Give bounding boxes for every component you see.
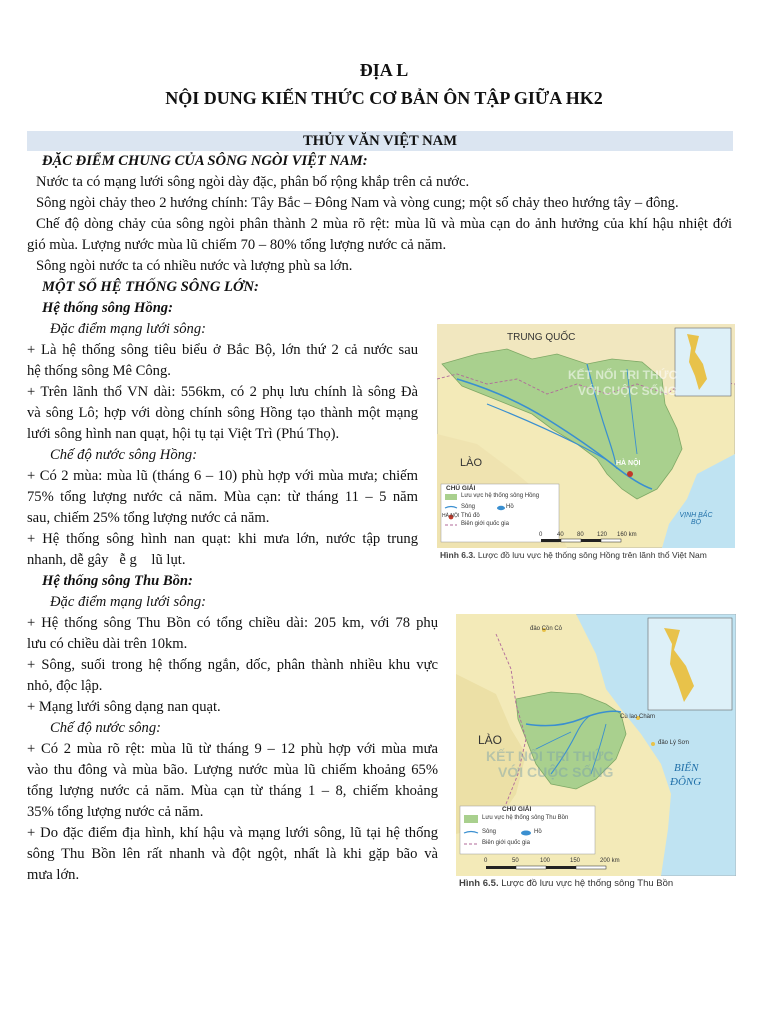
map1-scale-80: 80 xyxy=(577,532,584,538)
legend-lake-swatch xyxy=(497,506,505,510)
map2-watermark-1: KẾT NỐI TRI THỨC xyxy=(486,748,614,764)
hanoi-marker xyxy=(627,471,633,477)
map1-scale-0: 0 xyxy=(539,532,543,538)
map2-label-sea-2: ĐÔNG xyxy=(670,776,702,788)
map2-scale-100: 100 xyxy=(540,858,551,864)
thubon-l1a: + Hệ thống sông Thu Bồn có tổng chiều dài: 205 km, với 78 phụ xyxy=(27,615,438,631)
general-heading: ĐẶC ĐIỂM CHUNG CỦA SÔNG NGÒI VIỆT NAM: xyxy=(42,153,368,169)
thubon-sub1: Đặc điểm mạng lưới sông: xyxy=(50,594,206,610)
thubon-heading: Hệ thống sông Thu Bồn: xyxy=(42,573,193,589)
legend-basin-swatch xyxy=(464,815,478,823)
hong-sub2: Chế độ nước sông Hồng: xyxy=(50,447,198,463)
section-title: THỦY VĂN VIỆT NAM xyxy=(303,133,457,149)
general-p3b: gió mùa. Lượng nước mùa lũ chiếm 70 – 80% tổng lượng nước cả năm. xyxy=(27,237,447,253)
hong-l1a: + Là hệ thống sông tiêu biểu ở Bắc Bộ, lớn thứ 2 cả nước sau xyxy=(27,342,418,358)
hong-l1b: hệ thống sông Mê Công. xyxy=(27,363,171,379)
legend-lake-swatch xyxy=(521,831,531,836)
thubon-l5c: mưa lớn. xyxy=(27,867,80,883)
general-p3a: Chế độ dòng chảy của sông ngòi phân thành 2 mùa rõ rệt: mùa lũ và mùa cạn do ảnh hưởng của khí hậu nhiệt đới xyxy=(36,216,732,232)
map2-label-ly-son: đảo Lý Sơn xyxy=(658,740,689,746)
scale-seg-1 xyxy=(541,539,561,542)
map1-legend-capital: Thủ đô xyxy=(461,513,480,519)
map1-legend-lake: Hồ xyxy=(506,504,514,510)
general-p4: Sông ngòi nước ta có nhiều nước và lượng phù sa lớn. xyxy=(36,258,353,274)
thubon-l4a: + Có 2 mùa rõ rệt: mùa lũ từ tháng 9 – 12 phù hợp với mùa mưa xyxy=(27,741,438,757)
scale-seg-1 xyxy=(486,866,516,869)
scale-seg-4 xyxy=(601,539,621,542)
hong-heading: Hệ thống sông Hồng: xyxy=(42,300,173,316)
map2-label-cu-lao-cham: Cù lao Chàm xyxy=(620,714,656,720)
map2-caption xyxy=(459,878,673,889)
scale-seg-3 xyxy=(581,539,601,542)
inset-map xyxy=(675,328,731,396)
legend-basin-swatch xyxy=(445,494,457,500)
hong-l2c: lưới sông hình nan quạt, hội tụ tại Việt Trì (Phú Thọ). xyxy=(27,426,340,442)
map1-caption-num: Hình 6.3. xyxy=(440,550,476,560)
hong-l3b: 75% tổng lượng nước cả năm. Mùa cạn: từ tháng 11 – 5 năm xyxy=(27,489,418,505)
map2-scale-200: 200 km xyxy=(600,858,620,864)
map1-watermark-2: VỚI CUỘC SỐNG xyxy=(578,384,677,398)
map1-label-china: TRUNG QUỐC xyxy=(507,332,576,343)
map1-scale-40: 40 xyxy=(557,532,564,538)
map1-legend-title: CHÚ GIẢI xyxy=(446,485,476,492)
scale-seg-3 xyxy=(546,866,576,869)
map1-scale-160: 160 km xyxy=(617,532,637,538)
section-band xyxy=(27,131,733,151)
map2-legend-basin: Lưu vực hệ thống sông Thu Bồn xyxy=(482,815,569,821)
general-p2: Sông ngòi chảy theo 2 hướng chính: Tây Bắc – Đông Nam và vòng cung; một số chảy theo hướng tây – đông. xyxy=(36,195,679,211)
map2-caption-num: Hình 6.5. xyxy=(459,878,499,889)
map1-legend-river: Sông xyxy=(461,504,476,510)
map1-label-hanoi: HÀ NỘI xyxy=(616,460,641,467)
thubon-l4d: 35% tổng lượng nước cả năm. xyxy=(27,804,204,820)
map2-label-laos: LÀO xyxy=(478,733,503,747)
map1-caption xyxy=(440,550,707,560)
map1-scale-120: 120 xyxy=(597,532,608,538)
page-title: NỘI DUNG KIẾN THỨC CƠ BẢN ÔN TẬP GIỮA HK2 xyxy=(165,88,603,108)
map1-watermark-1: KẾT NỐI TRI THỨC xyxy=(568,368,678,382)
hong-l2b: và sông Lô; hợp với dòng chính sông Hồng tạo thành một mạng xyxy=(27,405,418,421)
map2-label-con-co: đảo Cồn Cỏ xyxy=(530,626,563,632)
hong-sub1: Đặc điểm mạng lưới sông: xyxy=(50,321,206,337)
map2-legend-title: CHÚ GIẢI xyxy=(502,806,532,813)
map2-scale-0: 0 xyxy=(484,858,488,864)
thubon-sub2: Chế độ nước sông: xyxy=(50,720,161,736)
thubon-l1b: lưu có chiều dài trên 10km. xyxy=(27,636,188,652)
thubon-l3: + Mạng lưới sông dạng nan quạt. xyxy=(27,699,221,715)
inset-map xyxy=(648,618,732,710)
map2-scale-50: 50 xyxy=(512,858,519,864)
thubon-l4c: tổng lượng nước cả năm. Mùa cạn từ tháng 1 – 8, chiếm khoảng xyxy=(27,783,438,799)
map1-legend-hanoi: HÀ NỘI xyxy=(442,513,460,519)
hong-l3a: + Có 2 mùa: mùa lũ (tháng 6 – 10) phù hợp với mùa mưa; chiếm xyxy=(27,468,418,484)
map2-legend-river: Sông xyxy=(482,829,497,835)
hong-l4b: nhanh, dễ gây ễ g lũ lụt. xyxy=(27,552,186,568)
map1-label-sea: VỊNH BẮC BỘ xyxy=(679,512,713,526)
map1-legend-border: Biên giới quốc gia xyxy=(461,521,509,527)
legend-box xyxy=(460,806,595,854)
scale-seg-2 xyxy=(516,866,546,869)
general-p1: Nước ta có mạng lưới sông ngòi dày đặc, phân bố rộng khắp trên cả nước. xyxy=(36,174,470,190)
map2-legend-lake: Hồ xyxy=(534,829,542,835)
map2-label-sea-1: BIỂN xyxy=(674,762,699,774)
map2-watermark-2: VỚI CUỘC SỐNG xyxy=(498,764,614,780)
map2-caption-text: Lược đồ lưu vực hệ thống sông Thu Bồn xyxy=(501,878,674,889)
thubon-l5b: sông Thu Bồn lên rất nhanh và đột ngột, nhất là khi gặp bão và xyxy=(27,846,438,862)
big-heading: MỘT SỐ HỆ THỐNG SÔNG LỚN: xyxy=(42,279,259,295)
scale-seg-4 xyxy=(576,866,606,869)
hong-l3c: sau, chiếm 25% tổng lượng nước cả năm. xyxy=(27,510,270,526)
thubon-l2a: + Sông, suối trong hệ thống ngắn, dốc, phân thành nhiều khu vực xyxy=(27,657,438,673)
scale-seg-2 xyxy=(561,539,581,542)
thubon-l2b: nhỏ, độc lập. xyxy=(27,678,103,694)
map1-legend-basin: Lưu vực hệ thống sông Hồng xyxy=(461,493,540,499)
map2-legend-border: Biên giới quốc gia xyxy=(482,840,530,846)
map1-label-laos: LÀO xyxy=(460,457,483,469)
hong-l2a: + Trên lãnh thổ VN dài: 556km, có 2 phụ lưu chính là sông Đà xyxy=(27,384,418,400)
thubon-l5a: + Do đặc điểm địa hình, khí hậu và mạng lưới sông, lũ tại hệ thống xyxy=(27,825,438,841)
island-ly-son xyxy=(651,742,655,746)
page-title-subject: ĐỊA L xyxy=(359,60,409,80)
map1-caption-text: Lược đồ lưu vực hệ thống sông Hồng trên lãnh thổ Việt Nam xyxy=(477,550,707,560)
hong-l4a: + Hệ thống sông hình nan quạt: khi mưa lớn, nước tập trung xyxy=(27,531,418,547)
map2-scale-150: 150 xyxy=(570,858,581,864)
thubon-l4b: vào thu đông và mùa bão. Lượng nước mùa lũ chiếm khoảng 65% xyxy=(27,762,438,778)
